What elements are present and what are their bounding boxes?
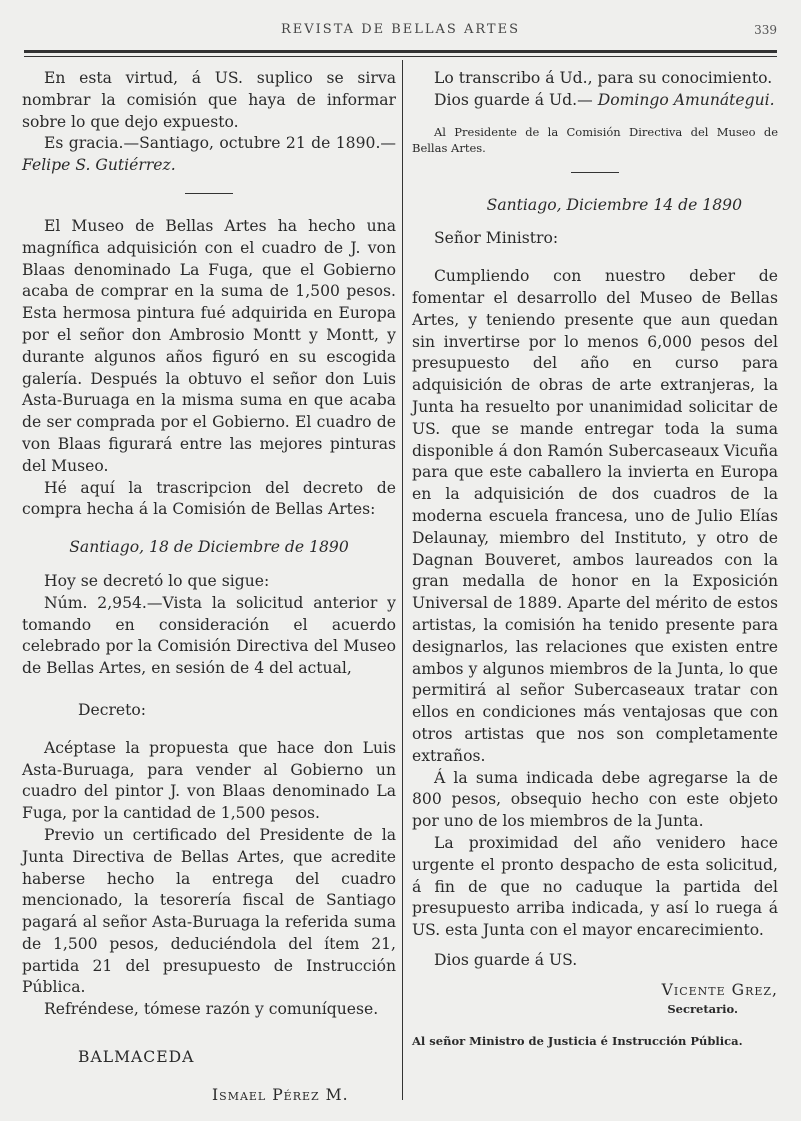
address-ministro: Al señor Ministro de Justicia é Instrucción Pública. [412, 1034, 743, 1049]
signature-amunategui: Domingo Amunátegui. [597, 90, 775, 109]
right-paragraph-5: La proximidad del año venidero hace urgente el pronto despacho de esta solicitud, á fin de que no caduque la partida del presupuesto arriba indicada, y así lo ruega á US. esta Junta con el mayor encarecimiento. [412, 833, 778, 940]
header-rule-thick [24, 50, 777, 53]
left-paragraph-9: Refréndese, tómese razón y comuníquese. [44, 1000, 379, 1019]
decree-date: Santiago, 18 de Diciembre de 1890 [69, 538, 349, 557]
right-paragraph-6: Dios guarde á US. [434, 950, 578, 969]
section-separator-right [571, 172, 619, 173]
left-paragraph-5: Hoy se decretó lo que sigue: [44, 571, 270, 590]
signature-balmaceda: BALMACEDA [78, 1048, 195, 1067]
left-paragraph-2 [22, 133, 396, 177]
left-paragraph-4: Hé aquí la trascripcion del decreto de compra hecha á la Comisión de Bellas Artes: [22, 478, 396, 519]
decree-heading: Decreto: [78, 700, 147, 719]
left-paragraph-1: En esta virtud, á US. suplico se sirva nombrar la comisión que haya de informar sobre lo que dejo expuesto. [22, 69, 396, 131]
salutation: Señor Ministro: [434, 229, 559, 248]
signature-grez: Vicente Grez, [661, 980, 778, 999]
right-paragraph-3: Cumpliendo con nuestro deber de fomentar el desarrollo del Museo de Bellas Artes, y teniendo presente que aun quedan sin invertirse por lo menos 6,000 pesos del presupuesto del año en curso para adquisición de obras de arte extranjeras, la Junta ha resuelto por unanimidad solicitar de US. que se mande entregar toda la suma disponible á don Ramón Subercaseaux Vicuña para que este caballero la invierta en Europa en la adquisición de dos cuadros de la moderna escuela francesa, uno de Julio Elías Delaunay, miembro del Instituto, y otro de Dagnan Bouveret, ambos laureados con la gran medalla de honor en la Exposición Universal de 1889. Aparte del mérito de estos artistas, la comisión ha tenido presente para designarlos, las relaciones que existen entre ambos y algunos miembros de la Junta, lo que permitirá al señor Subercaseaux tratar con ellos en condiciones más ventajosas que con otros artistas que nos son completamente extraños. [412, 267, 778, 765]
closing-line: Es gracia.—Santiago, octubre 21 de 1890.— [44, 134, 396, 153]
signature-gutierrez: Felipe S. Gutiérrez. [22, 156, 176, 175]
header-rule-thin [24, 56, 777, 57]
right-paragraph-2 [412, 90, 778, 112]
journal-title: REVISTA DE BELLAS ARTES [281, 22, 520, 37]
section-separator [185, 193, 233, 194]
left-paragraph-8: Previo un certificado del Presidente de la Junta Directiva de Bellas Artes, que acredite haberse hecho la entrega del cuadro mencionado, la tesorería fiscal de Santiago pagará al señor Asta-Buruaga la referida suma de 1,500 pesos, deduciéndola del ítem 21, partida 21 del presupuesto de Instrucción Pública. [22, 825, 396, 997]
address-presidente: Al Presidente de la Comisión Directiva del Museo de Bellas Artes. [412, 124, 778, 155]
closing-line-right: Dios guarde á Ud.— [434, 90, 593, 109]
letter-date: Santiago, Diciembre 14 de 1890 [486, 195, 742, 214]
right-column [412, 68, 778, 1049]
left-paragraph-3: El Museo de Bellas Artes ha hecho una magnífica adquisición con el cuadro de J. von Blaas denominado La Fuga, que el Gobierno acaba de comprar en la suma de 1,500 pesos. Esta hermosa pintura fué adquirida en Europa por el señor don Ambrosio Montt y Montt, y durante algunos años figuró en su escogida galería. Después la obtuvo el señor don Luis Asta-Buruaga en la misma suma en que acaba de ser comprada por el Gobierno. El cuadro de von Blaas figurará entre las mejores pinturas del Museo. [22, 216, 396, 475]
left-column [22, 68, 396, 1107]
signature-role: Secretario. [667, 1002, 738, 1017]
right-paragraph-1: Lo transcribo á Ud., para su conocimiento. [434, 69, 773, 87]
left-paragraph-7: Acéptase la propuesta que hace don Luis Asta-Buruaga, para vender al Gobierno un cuadro del pintor J. von Blaas denominado La Fuga, por la cantidad de 1,500 pesos. [22, 738, 396, 823]
right-paragraph-4: Á la suma indicada debe agregarse la de 800 pesos, obsequio hecho con este objeto por uno de los miembros de la Junta. [412, 768, 778, 831]
left-paragraph-6: Núm. 2,954.—Vista la solicitud anterior y tomando en consideración el acuerdo celebrado por la Comisión Directiva del Museo de Bellas Artes, en sesión de 4 del actual, [22, 593, 396, 678]
running-header [24, 22, 777, 42]
signature-perez: Ismael Pérez M. [212, 1085, 349, 1104]
column-divider [402, 60, 403, 1100]
page-number: 339 [754, 23, 777, 37]
